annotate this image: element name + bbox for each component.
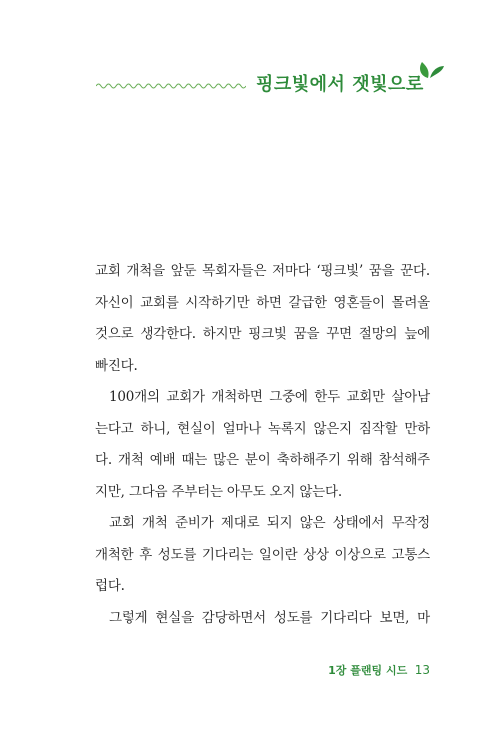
body-text	[95, 256, 430, 634]
body-line: 교회 개척 준비가 제대로 되지 않은 상태에서 무작정	[109, 515, 430, 531]
body-line: 지만, 그다음 주부터는 아무도 오지 않는다.	[95, 483, 342, 500]
chapter-header	[96, 60, 446, 110]
body-line: 100개의 교회가 개척하면 그중에 한두 교회만 살아남	[109, 389, 430, 405]
body-line: 교회 개척을 앞둔 목회자들은 저마다 ‘핑크빛’ 꿈을 꾼다.	[95, 263, 430, 279]
body-line: 그렇게 현실을 감당하면서 성도를 기다리다 보면, 마	[109, 609, 430, 626]
page-number: 13	[414, 663, 430, 677]
body-line: 개척한 후 성도를 기다리는 일이란 상상 이상으로 고통스	[95, 546, 430, 563]
body-line: 것으로 생각한다. 하지만 핑크빛 꿈을 꾸면 절망의 늪에	[95, 326, 430, 342]
body-line: 빠진다.	[95, 357, 138, 374]
page-footer	[328, 662, 430, 678]
body-line: 럽다.	[95, 578, 125, 594]
wave-ornament	[96, 80, 246, 92]
running-footer-chapter: 1장 플랜팅 시드	[328, 664, 408, 677]
body-line: 자신이 교회를 시작하기만 하면 갈급한 영혼들이 몰려올	[95, 294, 430, 311]
body-line: 다. 개척 예배 때는 많은 분이 축하해주기 위해 참석해주	[95, 452, 430, 468]
section-title: 핑크빛에서 잿빛으로	[256, 74, 424, 95]
leaf-icon	[416, 58, 446, 82]
body-line: 는다고 하니, 현실이 얼마나 녹록지 않은지 짐작할 만하	[95, 420, 430, 437]
